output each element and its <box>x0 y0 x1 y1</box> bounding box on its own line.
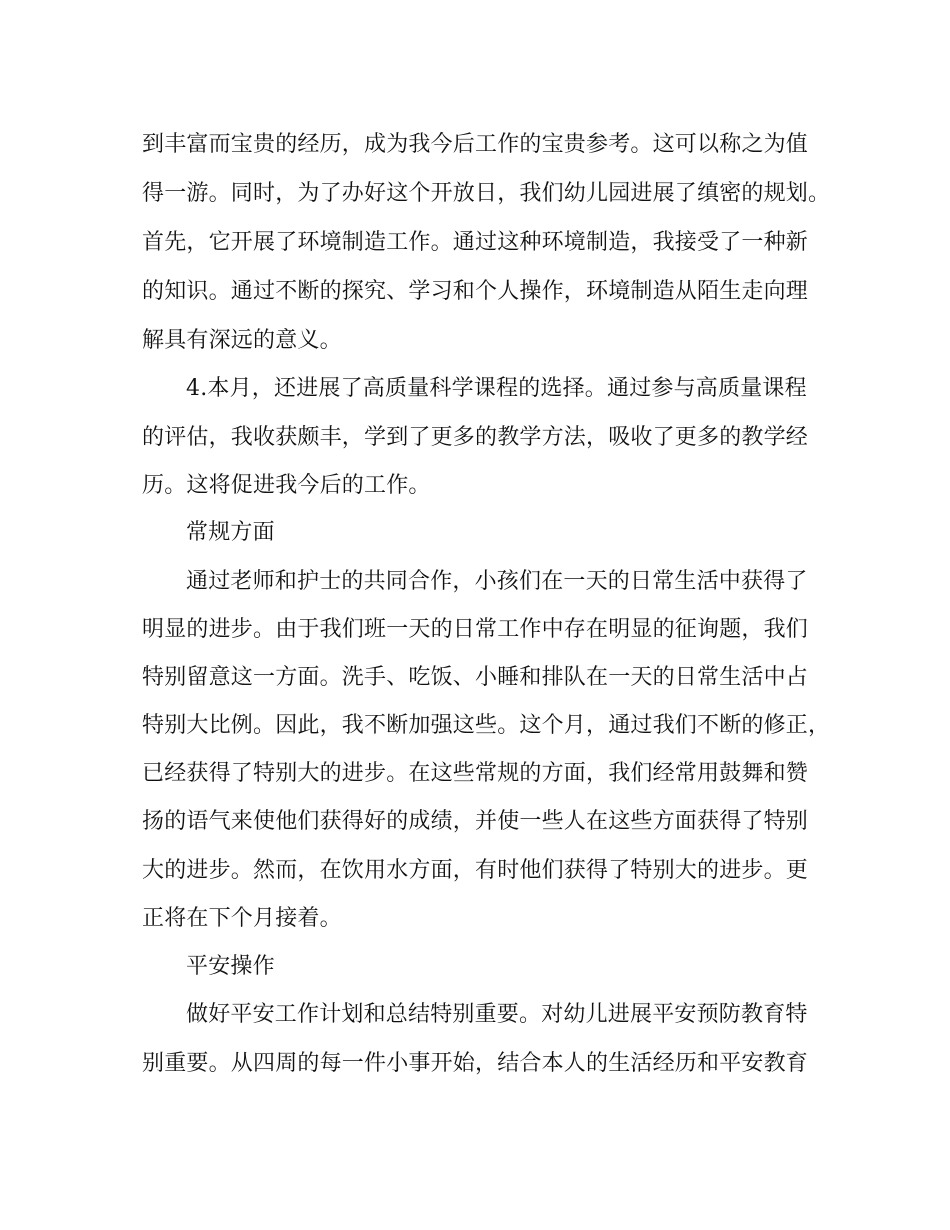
text-line: 到丰富而宝贵的经历，成为我今后工作的宝贵参考。这可以称之为值 <box>142 132 809 157</box>
paragraph-start-line: 4.本月，还进展了高质量科学课程的选择。通过参与高质量课程 <box>186 376 807 401</box>
text-line: 历。这将促进我今后的工作。 <box>142 473 431 498</box>
text-line: 明显的进步。由于我们班一天的日常工作中存在明显的征询题，我们 <box>142 617 809 642</box>
text-line: 首先，它开展了环境制造工作。通过这种环境制造，我接受了一种新 <box>142 230 809 255</box>
text-line: 的知识。通过不断的探究、学习和个人操作，环境制造从陌生走向理 <box>142 279 809 304</box>
text-line: 特别大比例。因此，我不断加强这些。这个月，通过我们不断的修正， <box>142 713 831 738</box>
text-line: 解具有深远的意义。 <box>142 328 342 353</box>
text-line: 大的进步。然而，在饮用水方面，有时他们获得了特别大的进步。更 <box>142 858 809 883</box>
section-heading-routine: 常规方面 <box>186 520 275 545</box>
text-line: 得一游。同时，为了办好这个开放日，我们幼儿园进展了缜密的规划。 <box>142 181 831 206</box>
text-line: 特别留意这一方面。洗手、吃饭、小睡和排队在一天的日常生活中占 <box>142 665 809 690</box>
text-line: 的评估，我收获颇丰，学到了更多的教学方法，吸收了更多的教学经 <box>142 425 809 450</box>
text-line: 别重要。从四周的每一件小事开始，结合本人的生活经历和平安教育 <box>142 1051 809 1076</box>
paragraph-start-line: 通过老师和护士的共同合作，小孩们在一天的日常生活中获得了 <box>186 569 808 594</box>
paragraph-start-line: 做好平安工作计划和总结特别重要。对幼儿进展平安预防教育特 <box>186 1002 808 1027</box>
text-line: 已经获得了特别大的进步。在这些常规的方面，我们经常用鼓舞和赞 <box>142 761 809 786</box>
text-line: 扬的语气来使他们获得好的成绩，并使一些人在这些方面获得了特别 <box>142 809 809 834</box>
text-line: 正将在下个月接着。 <box>142 906 342 931</box>
section-heading-safety: 平安操作 <box>186 954 275 979</box>
